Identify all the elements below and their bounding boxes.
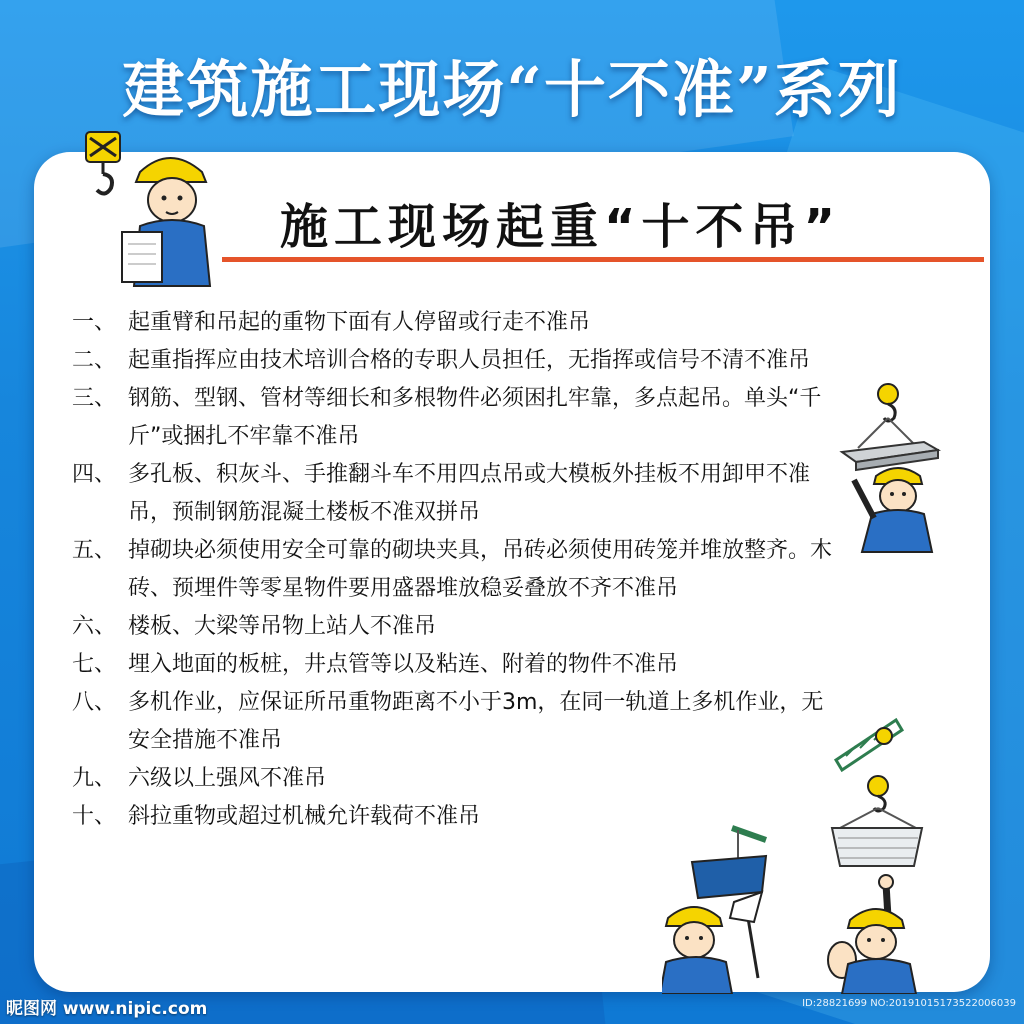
list-item: [72, 608, 842, 646]
crane-jib-icon: [836, 720, 902, 770]
item-number: 八、: [72, 690, 117, 715]
crane-bundle-illustration: [826, 716, 932, 876]
item-number: 五、: [72, 538, 117, 563]
list-item: [72, 760, 842, 798]
item-number: 四、: [72, 462, 117, 487]
page-title: 建筑施工现场“十不准”系列: [122, 53, 902, 126]
bundle-icon: [832, 828, 922, 866]
list-item: [72, 456, 842, 532]
bucket-icon: [692, 828, 766, 898]
worker-flag-illustration: [662, 822, 780, 994]
list-item: [72, 380, 842, 456]
item-number: 九、: [72, 766, 117, 791]
item-text: 多孔板、积灰斗、手推翻斗车不用四点吊或大模板外挂板不用卸甲不准吊，预制钢筋混凝土楼板不准双拼吊: [128, 462, 811, 525]
item-text: 起重臂和吊起的重物下面有人停留或行走不准吊: [128, 310, 591, 335]
worker-steel-beam-illustration: [838, 380, 948, 560]
item-number: 十、: [72, 804, 117, 829]
steel-beam-icon: [842, 442, 938, 470]
item-number: 二、: [72, 348, 117, 373]
worker-whistle-illustration: [826, 870, 936, 994]
rules-list: [72, 304, 842, 836]
crane-hook-icon: [840, 776, 916, 828]
item-text: 掉砌块必须使用安全可靠的砌块夹具，吊砖必须使用砖笼并堆放整齐。木砖、预埋件等零星物件要用盛器堆放稳妥叠放不齐不准吊: [128, 538, 833, 601]
item-number: 六、: [72, 614, 117, 639]
subtitle: 施工现场起重“十不吊”: [280, 199, 842, 255]
item-text: 多机作业，应保证所吊重物距离不小于3m，在同一轨道上多机作业，无安全措施不准吊: [128, 690, 824, 753]
list-item: [72, 304, 842, 342]
worker-clipboard-illustration: [80, 128, 220, 288]
item-text: 起重指挥应由技术培训合格的专职人员担任，无指挥或信号不清不准吊: [128, 348, 811, 373]
list-item: [72, 684, 842, 760]
watermark-logo: 昵图网 www.nipic.com: [6, 999, 208, 1019]
item-text: 埋入地面的板桩，井点管等以及粘连、附着的物件不准吊: [128, 652, 679, 677]
item-text: 楼板、大梁等吊物上站人不准吊: [128, 614, 437, 639]
item-number: 七、: [72, 652, 117, 677]
item-number: 三、: [72, 386, 117, 411]
crane-hook-icon: [86, 132, 120, 194]
watermark-id: ID:28821699 NO:20191015173522006039: [802, 998, 1016, 1009]
item-number: 一、: [72, 310, 117, 335]
list-item: [72, 532, 842, 608]
item-text: 钢筋、型钢、管材等细长和多根物件必须困扎牢靠，多点起吊。单头“千斤”或捆扎不牢靠不准吊: [128, 386, 822, 449]
item-text: 斜拉重物或超过机械允许载荷不准吊: [128, 804, 481, 829]
crane-hook-icon: [858, 384, 918, 448]
flag-icon: [730, 892, 762, 978]
title-underline: [222, 257, 984, 262]
list-item: [72, 646, 842, 684]
item-text: 六级以上强风不准吊: [128, 766, 327, 791]
list-item: [72, 342, 842, 380]
